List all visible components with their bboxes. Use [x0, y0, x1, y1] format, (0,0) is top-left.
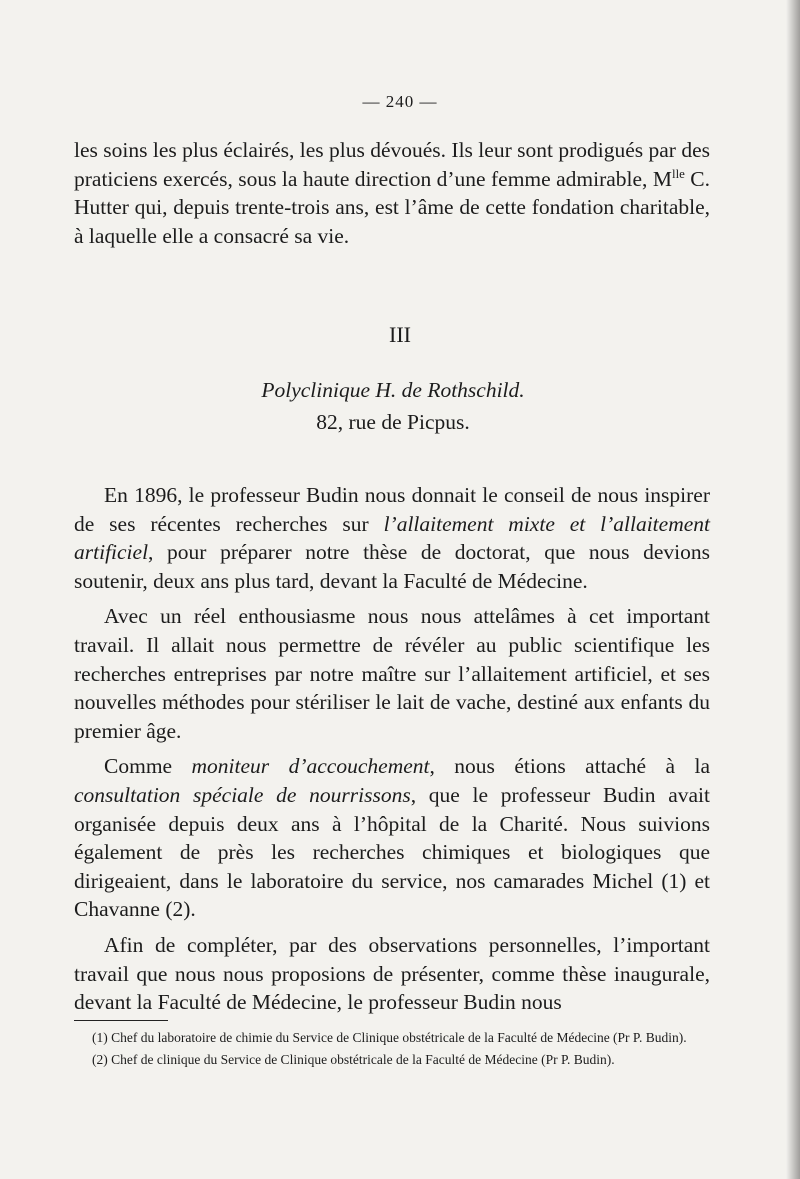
paragraph-1-text-end: , pour préparer notre thèse de doctorat, que nous devions soutenir, deux ans plus tard, devant la Faculté de Médecine.: [74, 540, 710, 593]
body-text: [74, 481, 710, 1017]
footnote-1: (1) Chef du laboratoire de chimie du Service de Clinique obstétricale de la Faculté de Médecine (Pr P. Budin).: [92, 1030, 687, 1045]
paragraph-3: [74, 752, 710, 924]
page-edge-shadow: [786, 0, 800, 1179]
paragraph-3-italic-2: consultation spéciale de nourrissons: [74, 782, 411, 807]
paragraph-2: Avec un réel enthousiasme nous nous attelâmes à cet important travail. Il allait nous permettre de révéler au public scientifique les recherches entreprises par notre maître sur l’allaitement artificiel, et ses nouvelles méthodes pour stériliser le lait de vache, destiné aux enfants du premier âge.: [74, 604, 710, 743]
footnote-divider: [74, 1020, 168, 1021]
paragraph-3-text-mid: , nous étions attaché à la: [429, 754, 710, 779]
footnotes: [74, 1029, 712, 1068]
section-title: Polyclinique H. de Rothschild.: [261, 378, 525, 402]
section-address: 82, rue de Picpus.: [316, 410, 470, 434]
paragraph-1-italic: l’allaitement mixte et l’allaitement artificiel: [74, 511, 710, 565]
section-numeral: III: [389, 322, 411, 347]
paragraph-3-text: Comme: [104, 754, 192, 779]
paragraph-3-italic-1: moniteur d’accouchement: [191, 754, 430, 779]
top-paragraph: [74, 136, 710, 250]
paragraph-4: Afin de compléter, par des observations personnelles, l’important travail que nous nous proposions de présenter, comme thèse inaugurale, devant la Faculté de Médecine, le professeur Budin nous: [74, 932, 710, 1015]
paragraph-1: [74, 481, 710, 595]
footnote-2: (2) Chef de clinique du Service de Clinique obstétricale de la Faculté de Médecine (Pr P. Budin).: [92, 1051, 615, 1067]
paragraph-1-text: En 1896, le professeur Budin nous donnait le conseil de nous inspirer de ses récentes recherches sur: [74, 483, 710, 536]
page-number: — 240 —: [362, 92, 438, 111]
paragraph-3-text-end: , que le professeur Budin avait organisée depuis deux ans à l’hôpital de la Charité. Nous suivions également de près les recherches chimiques et biologiques que dirigeaient, dans le laboratoire du service, nos camarades Michel (1) et Chavanne (2).: [74, 782, 710, 922]
title-abbreviation-superscript: lle: [671, 166, 685, 181]
top-paragraph-block: [74, 136, 710, 250]
top-paragraph-text-start: les soins les plus éclairés, les plus dévoués. Ils leur sont prodigués par des praticiens exercés, sous la haute direction d’une femme admirable, M: [74, 138, 710, 191]
top-paragraph-text-end: C. Hutter qui, depuis trente-trois ans, est l’âme de cette fondation charitable, à laquelle elle a consacré sa vie.: [74, 166, 711, 248]
